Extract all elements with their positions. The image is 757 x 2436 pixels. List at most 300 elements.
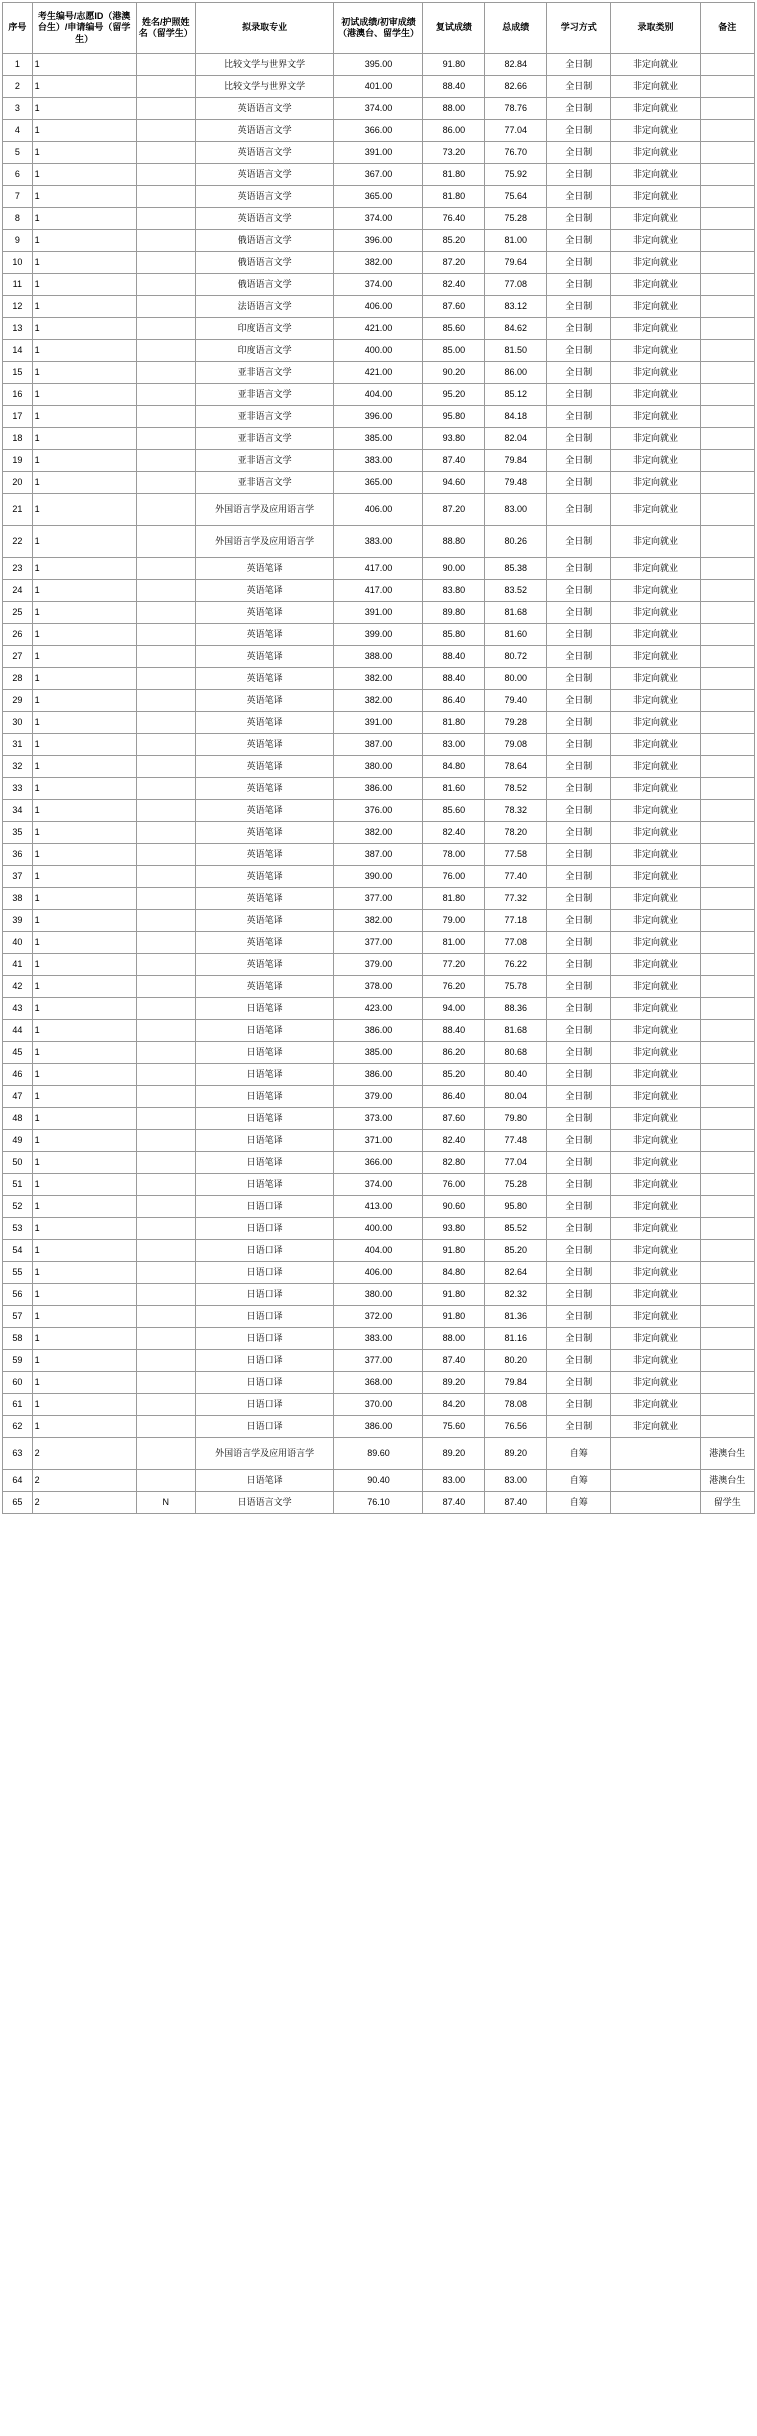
cell-total-score: 76.22 [485, 954, 547, 976]
cell-study-mode: 全日制 [547, 1416, 611, 1438]
cell-note [700, 580, 755, 602]
cell-second-score: 94.00 [423, 998, 485, 1020]
cell-candidate-id: 1 [32, 428, 136, 450]
cell-major: 印度语言文学 [195, 340, 334, 362]
cell-name [136, 1086, 195, 1108]
cell-candidate-id: 1 [32, 472, 136, 494]
cell-note [700, 1416, 755, 1438]
table-row [3, 1372, 755, 1394]
cell-first-score: 368.00 [334, 1372, 423, 1394]
cell-second-score: 86.20 [423, 1042, 485, 1064]
cell-first-score: 396.00 [334, 230, 423, 252]
cell-second-score: 81.80 [423, 164, 485, 186]
cell-candidate-id: 1 [32, 1218, 136, 1240]
table-row [3, 230, 755, 252]
cell-seq: 29 [3, 690, 33, 712]
cell-candidate-id: 1 [32, 1350, 136, 1372]
table-row [3, 558, 755, 580]
cell-second-score: 88.40 [423, 1020, 485, 1042]
cell-study-mode: 全日制 [547, 1042, 611, 1064]
cell-total-score: 78.08 [485, 1394, 547, 1416]
cell-name [136, 384, 195, 406]
cell-total-score: 85.52 [485, 1218, 547, 1240]
cell-name [136, 1240, 195, 1262]
table-row [3, 428, 755, 450]
cell-name [136, 976, 195, 998]
cell-first-score: 404.00 [334, 384, 423, 406]
cell-note [700, 756, 755, 778]
cell-seq: 62 [3, 1416, 33, 1438]
cell-name [136, 1350, 195, 1372]
cell-seq: 42 [3, 976, 33, 998]
cell-candidate-id: 1 [32, 274, 136, 296]
cell-total-score: 78.20 [485, 822, 547, 844]
cell-candidate-id: 1 [32, 98, 136, 120]
cell-study-mode: 全日制 [547, 932, 611, 954]
cell-note [700, 822, 755, 844]
cell-second-score: 81.80 [423, 186, 485, 208]
cell-seq: 2 [3, 76, 33, 98]
cell-note [700, 1372, 755, 1394]
cell-note [700, 844, 755, 866]
cell-first-score: 377.00 [334, 888, 423, 910]
cell-second-score: 85.00 [423, 340, 485, 362]
cell-first-score: 406.00 [334, 494, 423, 526]
col-header-total-score: 总成绩 [485, 3, 547, 54]
cell-first-score: 406.00 [334, 1262, 423, 1284]
cell-seq: 26 [3, 624, 33, 646]
cell-candidate-id: 1 [32, 910, 136, 932]
cell-name [136, 428, 195, 450]
cell-seq: 36 [3, 844, 33, 866]
cell-name [136, 1470, 195, 1492]
cell-candidate-id: 2 [32, 1492, 136, 1514]
cell-total-score: 78.32 [485, 800, 547, 822]
cell-admission-type: 非定向就业 [611, 274, 700, 296]
cell-note [700, 888, 755, 910]
cell-name [136, 1108, 195, 1130]
cell-study-mode: 全日制 [547, 712, 611, 734]
cell-second-score: 82.40 [423, 1130, 485, 1152]
table-row [3, 1306, 755, 1328]
cell-seq: 54 [3, 1240, 33, 1262]
cell-seq: 16 [3, 384, 33, 406]
cell-note [700, 208, 755, 230]
cell-major: 英语笔译 [195, 954, 334, 976]
cell-note [700, 472, 755, 494]
cell-candidate-id: 1 [32, 712, 136, 734]
cell-name [136, 274, 195, 296]
cell-major: 英语笔译 [195, 976, 334, 998]
cell-major: 英语语言文学 [195, 120, 334, 142]
cell-admission-type: 非定向就业 [611, 526, 700, 558]
cell-note [700, 526, 755, 558]
cell-total-score: 77.58 [485, 844, 547, 866]
cell-total-score: 79.40 [485, 690, 547, 712]
cell-admission-type: 非定向就业 [611, 142, 700, 164]
cell-total-score: 77.08 [485, 932, 547, 954]
cell-candidate-id: 2 [32, 1438, 136, 1470]
cell-major: 日语语言文学 [195, 1492, 334, 1514]
cell-first-score: 404.00 [334, 1240, 423, 1262]
cell-study-mode: 全日制 [547, 1372, 611, 1394]
cell-second-score: 87.40 [423, 1350, 485, 1372]
cell-name: N [136, 1492, 195, 1514]
cell-name [136, 800, 195, 822]
cell-admission-type: 非定向就业 [611, 472, 700, 494]
cell-note [700, 318, 755, 340]
cell-second-score: 88.40 [423, 76, 485, 98]
cell-note [700, 646, 755, 668]
cell-admission-type: 非定向就业 [611, 1350, 700, 1372]
table-row [3, 1416, 755, 1438]
cell-name [136, 164, 195, 186]
cell-second-score: 76.00 [423, 1174, 485, 1196]
cell-first-score: 378.00 [334, 976, 423, 998]
cell-major: 日语笔译 [195, 1020, 334, 1042]
cell-admission-type: 非定向就业 [611, 1108, 700, 1130]
cell-first-score: 385.00 [334, 1042, 423, 1064]
cell-major: 英语语言文学 [195, 186, 334, 208]
cell-seq: 21 [3, 494, 33, 526]
cell-admission-type: 非定向就业 [611, 624, 700, 646]
cell-candidate-id: 1 [32, 668, 136, 690]
cell-second-score: 85.20 [423, 1064, 485, 1086]
table-row [3, 472, 755, 494]
cell-study-mode: 全日制 [547, 252, 611, 274]
cell-seq: 65 [3, 1492, 33, 1514]
cell-first-score: 377.00 [334, 1350, 423, 1372]
col-header-candidate-id: 考生编号/志愿ID（港澳台生）/申请编号（留学生） [32, 3, 136, 54]
cell-total-score: 83.00 [485, 494, 547, 526]
cell-second-score: 89.20 [423, 1372, 485, 1394]
cell-name [136, 734, 195, 756]
cell-total-score: 78.64 [485, 756, 547, 778]
cell-first-score: 366.00 [334, 1152, 423, 1174]
cell-admission-type: 非定向就业 [611, 800, 700, 822]
cell-seq: 24 [3, 580, 33, 602]
cell-seq: 8 [3, 208, 33, 230]
cell-study-mode: 全日制 [547, 1328, 611, 1350]
cell-name [136, 822, 195, 844]
table-row [3, 690, 755, 712]
cell-name [136, 1130, 195, 1152]
cell-admission-type: 非定向就业 [611, 208, 700, 230]
cell-major: 日语笔译 [195, 1152, 334, 1174]
cell-seq: 28 [3, 668, 33, 690]
cell-note [700, 1152, 755, 1174]
cell-note [700, 120, 755, 142]
cell-first-score: 383.00 [334, 526, 423, 558]
cell-second-score: 88.00 [423, 98, 485, 120]
cell-admission-type: 非定向就业 [611, 1306, 700, 1328]
table-row [3, 976, 755, 998]
cell-second-score: 87.40 [423, 1492, 485, 1514]
cell-major: 英语笔译 [195, 646, 334, 668]
cell-second-score: 95.80 [423, 406, 485, 428]
cell-study-mode: 全日制 [547, 296, 611, 318]
cell-admission-type: 非定向就业 [611, 1086, 700, 1108]
cell-study-mode: 全日制 [547, 1218, 611, 1240]
cell-second-score: 86.40 [423, 1086, 485, 1108]
cell-note: 留学生 [700, 1492, 755, 1514]
cell-major: 外国语言学及应用语言学 [195, 526, 334, 558]
cell-candidate-id: 1 [32, 756, 136, 778]
cell-note [700, 1218, 755, 1240]
cell-candidate-id: 1 [32, 164, 136, 186]
cell-admission-type: 非定向就业 [611, 558, 700, 580]
cell-admission-type: 非定向就业 [611, 252, 700, 274]
cell-first-score: 382.00 [334, 690, 423, 712]
cell-first-score: 374.00 [334, 98, 423, 120]
table-row [3, 164, 755, 186]
cell-major: 英语笔译 [195, 888, 334, 910]
cell-study-mode: 全日制 [547, 866, 611, 888]
cell-second-score: 86.00 [423, 120, 485, 142]
cell-admission-type: 非定向就业 [611, 1262, 700, 1284]
cell-study-mode: 全日制 [547, 186, 611, 208]
cell-admission-type: 非定向就业 [611, 998, 700, 1020]
cell-seq: 32 [3, 756, 33, 778]
cell-name [136, 142, 195, 164]
cell-admission-type: 非定向就业 [611, 646, 700, 668]
cell-first-score: 365.00 [334, 186, 423, 208]
cell-major: 英语笔译 [195, 800, 334, 822]
cell-admission-type: 非定向就业 [611, 120, 700, 142]
cell-name [136, 1372, 195, 1394]
cell-note [700, 296, 755, 318]
cell-first-score: 406.00 [334, 296, 423, 318]
cell-name [136, 1394, 195, 1416]
cell-admission-type: 非定向就业 [611, 54, 700, 76]
cell-note [700, 1262, 755, 1284]
cell-total-score: 75.78 [485, 976, 547, 998]
cell-seq: 55 [3, 1262, 33, 1284]
cell-seq: 53 [3, 1218, 33, 1240]
table-row [3, 712, 755, 734]
cell-second-score: 87.20 [423, 252, 485, 274]
cell-candidate-id: 1 [32, 54, 136, 76]
cell-second-score: 83.80 [423, 580, 485, 602]
cell-seq: 7 [3, 186, 33, 208]
cell-total-score: 81.00 [485, 230, 547, 252]
cell-study-mode: 全日制 [547, 1130, 611, 1152]
table-row [3, 1262, 755, 1284]
cell-note [700, 1328, 755, 1350]
cell-total-score: 81.16 [485, 1328, 547, 1350]
cell-seq: 14 [3, 340, 33, 362]
cell-candidate-id: 1 [32, 1394, 136, 1416]
cell-candidate-id: 1 [32, 690, 136, 712]
cell-name [136, 602, 195, 624]
cell-study-mode: 全日制 [547, 120, 611, 142]
cell-candidate-id: 1 [32, 844, 136, 866]
col-header-note: 备注 [700, 3, 755, 54]
cell-total-score: 81.36 [485, 1306, 547, 1328]
cell-admission-type: 非定向就业 [611, 406, 700, 428]
cell-candidate-id: 1 [32, 1108, 136, 1130]
cell-first-score: 386.00 [334, 1064, 423, 1086]
cell-first-score: 89.60 [334, 1438, 423, 1470]
cell-admission-type: 非定向就业 [611, 932, 700, 954]
cell-note [700, 428, 755, 450]
cell-candidate-id: 1 [32, 580, 136, 602]
cell-study-mode: 全日制 [547, 602, 611, 624]
cell-second-score: 90.20 [423, 362, 485, 384]
cell-admission-type: 非定向就业 [611, 910, 700, 932]
cell-candidate-id: 1 [32, 1416, 136, 1438]
cell-seq: 39 [3, 910, 33, 932]
cell-study-mode: 全日制 [547, 800, 611, 822]
cell-first-score: 365.00 [334, 472, 423, 494]
cell-major: 亚非语言文学 [195, 384, 334, 406]
cell-candidate-id: 1 [32, 932, 136, 954]
cell-name [136, 1306, 195, 1328]
cell-total-score: 77.40 [485, 866, 547, 888]
cell-first-score: 391.00 [334, 712, 423, 734]
cell-major: 日语笔译 [195, 1108, 334, 1130]
cell-total-score: 80.72 [485, 646, 547, 668]
cell-study-mode: 全日制 [547, 910, 611, 932]
cell-first-score: 395.00 [334, 54, 423, 76]
cell-seq: 11 [3, 274, 33, 296]
cell-seq: 17 [3, 406, 33, 428]
table-row [3, 208, 755, 230]
cell-major: 亚非语言文学 [195, 406, 334, 428]
cell-candidate-id: 1 [32, 186, 136, 208]
cell-note [700, 778, 755, 800]
cell-admission-type: 非定向就业 [611, 734, 700, 756]
cell-first-score: 379.00 [334, 1086, 423, 1108]
cell-note [700, 1306, 755, 1328]
cell-seq: 59 [3, 1350, 33, 1372]
cell-note [700, 668, 755, 690]
cell-candidate-id: 1 [32, 494, 136, 526]
cell-candidate-id: 1 [32, 1130, 136, 1152]
cell-seq: 64 [3, 1470, 33, 1492]
cell-second-score: 81.80 [423, 712, 485, 734]
cell-first-score: 396.00 [334, 406, 423, 428]
cell-admission-type: 非定向就业 [611, 1284, 700, 1306]
cell-total-score: 82.66 [485, 76, 547, 98]
cell-candidate-id: 1 [32, 1020, 136, 1042]
cell-first-score: 391.00 [334, 602, 423, 624]
cell-name [136, 1416, 195, 1438]
cell-major: 英语笔译 [195, 690, 334, 712]
cell-seq: 61 [3, 1394, 33, 1416]
cell-second-score: 88.00 [423, 1328, 485, 1350]
cell-admission-type: 非定向就业 [611, 1196, 700, 1218]
cell-study-mode: 全日制 [547, 340, 611, 362]
cell-total-score: 77.18 [485, 910, 547, 932]
cell-total-score: 88.36 [485, 998, 547, 1020]
cell-total-score: 80.00 [485, 668, 547, 690]
cell-major: 印度语言文学 [195, 318, 334, 340]
cell-second-score: 93.80 [423, 428, 485, 450]
cell-admission-type: 非定向就业 [611, 230, 700, 252]
table-row [3, 954, 755, 976]
cell-total-score: 81.68 [485, 1020, 547, 1042]
cell-major: 日语笔译 [195, 1042, 334, 1064]
cell-second-score: 84.80 [423, 1262, 485, 1284]
cell-study-mode: 全日制 [547, 230, 611, 252]
cell-study-mode: 全日制 [547, 778, 611, 800]
cell-major: 日语笔译 [195, 1130, 334, 1152]
cell-seq: 45 [3, 1042, 33, 1064]
cell-study-mode: 全日制 [547, 472, 611, 494]
cell-note [700, 624, 755, 646]
cell-first-score: 423.00 [334, 998, 423, 1020]
cell-first-score: 388.00 [334, 646, 423, 668]
table-row [3, 998, 755, 1020]
cell-candidate-id: 1 [32, 1086, 136, 1108]
cell-first-score: 417.00 [334, 580, 423, 602]
cell-study-mode: 全日制 [547, 450, 611, 472]
cell-first-score: 382.00 [334, 910, 423, 932]
cell-study-mode: 全日制 [547, 1152, 611, 1174]
cell-total-score: 80.68 [485, 1042, 547, 1064]
cell-name [136, 1042, 195, 1064]
cell-candidate-id: 1 [32, 1328, 136, 1350]
cell-name [136, 844, 195, 866]
cell-admission-type [611, 1492, 700, 1514]
cell-note [700, 450, 755, 472]
cell-second-score: 85.80 [423, 624, 485, 646]
cell-study-mode: 全日制 [547, 756, 611, 778]
table-row [3, 1152, 755, 1174]
cell-admission-type: 非定向就业 [611, 1042, 700, 1064]
cell-first-score: 380.00 [334, 1284, 423, 1306]
col-header-study-mode: 学习方式 [547, 3, 611, 54]
cell-first-score: 90.40 [334, 1470, 423, 1492]
cell-admission-type: 非定向就业 [611, 1064, 700, 1086]
cell-first-score: 380.00 [334, 756, 423, 778]
cell-total-score: 79.80 [485, 1108, 547, 1130]
cell-first-score: 383.00 [334, 450, 423, 472]
cell-note [700, 384, 755, 406]
cell-first-score: 382.00 [334, 668, 423, 690]
cell-seq: 1 [3, 54, 33, 76]
cell-study-mode: 全日制 [547, 54, 611, 76]
cell-admission-type: 非定向就业 [611, 98, 700, 120]
cell-second-score: 90.00 [423, 558, 485, 580]
col-header-admission-type: 录取类别 [611, 3, 700, 54]
cell-second-score: 76.40 [423, 208, 485, 230]
table-row [3, 1438, 755, 1470]
cell-study-mode: 全日制 [547, 318, 611, 340]
cell-seq: 33 [3, 778, 33, 800]
cell-study-mode: 全日制 [547, 428, 611, 450]
cell-total-score: 80.40 [485, 1064, 547, 1086]
cell-note [700, 1042, 755, 1064]
cell-major: 日语口译 [195, 1196, 334, 1218]
cell-first-score: 386.00 [334, 1416, 423, 1438]
cell-seq: 30 [3, 712, 33, 734]
table-row [3, 1328, 755, 1350]
cell-major: 日语笔译 [195, 1086, 334, 1108]
cell-first-score: 413.00 [334, 1196, 423, 1218]
cell-admission-type: 非定向就业 [611, 1130, 700, 1152]
cell-first-score: 386.00 [334, 1020, 423, 1042]
cell-total-score: 81.50 [485, 340, 547, 362]
cell-study-mode: 全日制 [547, 1020, 611, 1042]
cell-seq: 12 [3, 296, 33, 318]
cell-seq: 63 [3, 1438, 33, 1470]
cell-admission-type: 非定向就业 [611, 362, 700, 384]
cell-total-score: 89.20 [485, 1438, 547, 1470]
cell-seq: 48 [3, 1108, 33, 1130]
cell-major: 英语笔译 [195, 580, 334, 602]
